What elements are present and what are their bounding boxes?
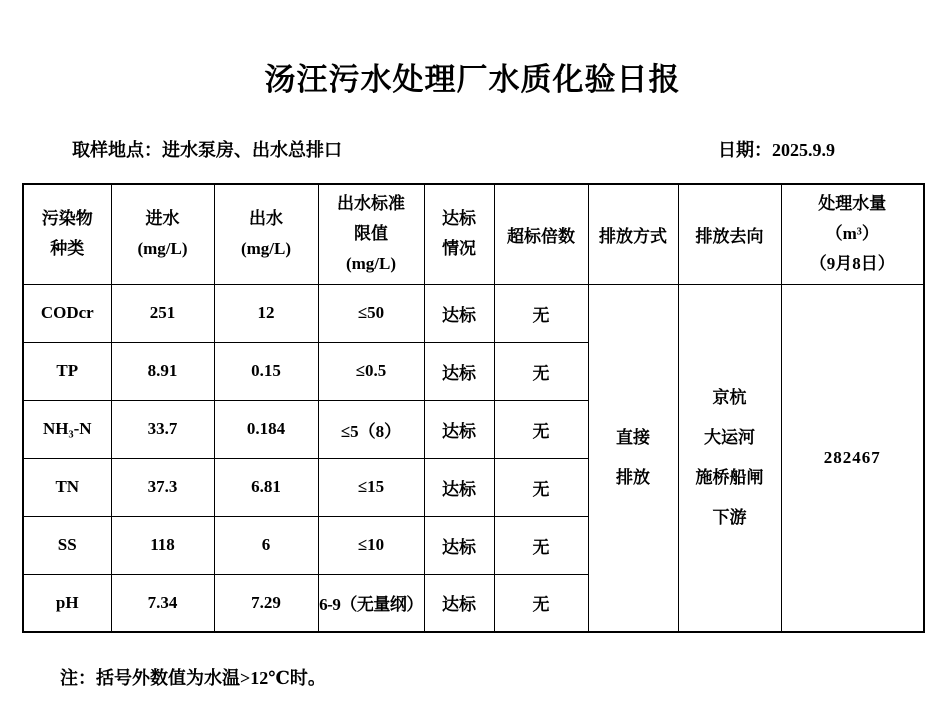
discharge-mode-line: 直接 [616, 427, 650, 447]
header-line: 限值 [354, 224, 388, 244]
cell-inlet: 37.3 [111, 458, 214, 516]
header-status [424, 184, 494, 284]
header-treated-volume [781, 184, 924, 284]
cell-status: 达标 [424, 458, 494, 516]
cell-exceed: 无 [494, 458, 588, 516]
cell-outlet: 6.81 [214, 458, 318, 516]
cell-exceed: 无 [494, 400, 588, 458]
water-quality-table [22, 183, 925, 633]
discharge-mode-line: 排放 [616, 467, 650, 487]
cell-inlet: 8.91 [111, 342, 214, 400]
header-limit [318, 184, 424, 284]
cell-exceed: 无 [494, 574, 588, 632]
header-outlet [214, 184, 318, 284]
header-line: （9月8日） [809, 254, 895, 274]
header-line: 出水 [249, 209, 283, 229]
cell-limit: ≤0.5 [318, 342, 424, 400]
report-date-label: 日期：2025.9.9 [718, 140, 835, 160]
cell-pollutant: TP [23, 342, 111, 400]
header-discharge-mode: 排放方式 [588, 184, 678, 284]
cell-discharge-destination [678, 284, 781, 632]
header-discharge-destination: 排放去向 [678, 184, 781, 284]
table-row-codcr [23, 284, 924, 342]
header-line: 情况 [442, 239, 476, 259]
cell-pollutant: SS [23, 516, 111, 574]
cell-outlet: 0.15 [214, 342, 318, 400]
header-line: 进水 [145, 209, 180, 229]
header-row [23, 184, 924, 284]
cell-limit: ≤5（8） [318, 400, 424, 458]
discharge-destination-line: 大运河 [704, 427, 755, 447]
header-line: 污染物 [41, 209, 93, 229]
discharge-destination-line: 京杭 [712, 387, 747, 407]
cell-status: 达标 [424, 400, 494, 458]
header-line: (mg/L) [240, 239, 292, 259]
header-line: 处理水量 [818, 194, 887, 214]
cell-inlet: 118 [111, 516, 214, 574]
cell-limit: ≤15 [318, 458, 424, 516]
header-line: 出水标准 [337, 194, 405, 214]
header-inlet [111, 184, 214, 284]
header-pollutant-type [23, 184, 111, 284]
cell-inlet: 7.34 [111, 574, 214, 632]
cell-pollutant: TN [23, 458, 111, 516]
cell-limit: ≤10 [318, 516, 424, 574]
cell-status: 达标 [424, 284, 494, 342]
cell-pollutant: CODcr [23, 284, 111, 342]
cell-pollutant: NH₃-N [23, 400, 111, 458]
cell-status: 达标 [424, 342, 494, 400]
header-exceed-ratio: 超标倍数 [494, 184, 588, 284]
cell-inlet: 33.7 [111, 400, 214, 458]
cell-pollutant: pH [23, 574, 111, 632]
header-line: 种类 [50, 239, 85, 259]
header-line: (mg/L) [345, 254, 397, 274]
cell-limit: ≤50 [318, 284, 424, 342]
cell-outlet: 7.29 [214, 574, 318, 632]
cell-exceed: 无 [494, 342, 588, 400]
header-line: （m³） [825, 224, 879, 244]
cell-exceed: 无 [494, 284, 588, 342]
cell-status: 达标 [424, 516, 494, 574]
header-line: 达标 [442, 209, 476, 229]
discharge-destination-line: 下游 [712, 507, 747, 527]
cell-outlet: 12 [214, 284, 318, 342]
cell-exceed: 无 [494, 516, 588, 574]
cell-discharge-mode [588, 284, 678, 632]
cell-status: 达标 [424, 574, 494, 632]
cell-outlet: 0.184 [214, 400, 318, 458]
cell-inlet: 251 [111, 284, 214, 342]
sampling-location-label: 取样地点：进水泵房、出水总排口 [72, 140, 342, 160]
header-line: (mg/L) [137, 239, 188, 259]
footnote: 注：括号外数值为水温>12℃时。 [60, 668, 326, 688]
page-title: 汤汪污水处理厂水质化验日报 [264, 62, 681, 97]
cell-limit: 6-9（无量纲） [318, 574, 424, 632]
cell-outlet: 6 [214, 516, 318, 574]
cell-treated-volume: 282467 [781, 284, 924, 632]
discharge-destination-line: 施桥船闸 [695, 467, 764, 487]
